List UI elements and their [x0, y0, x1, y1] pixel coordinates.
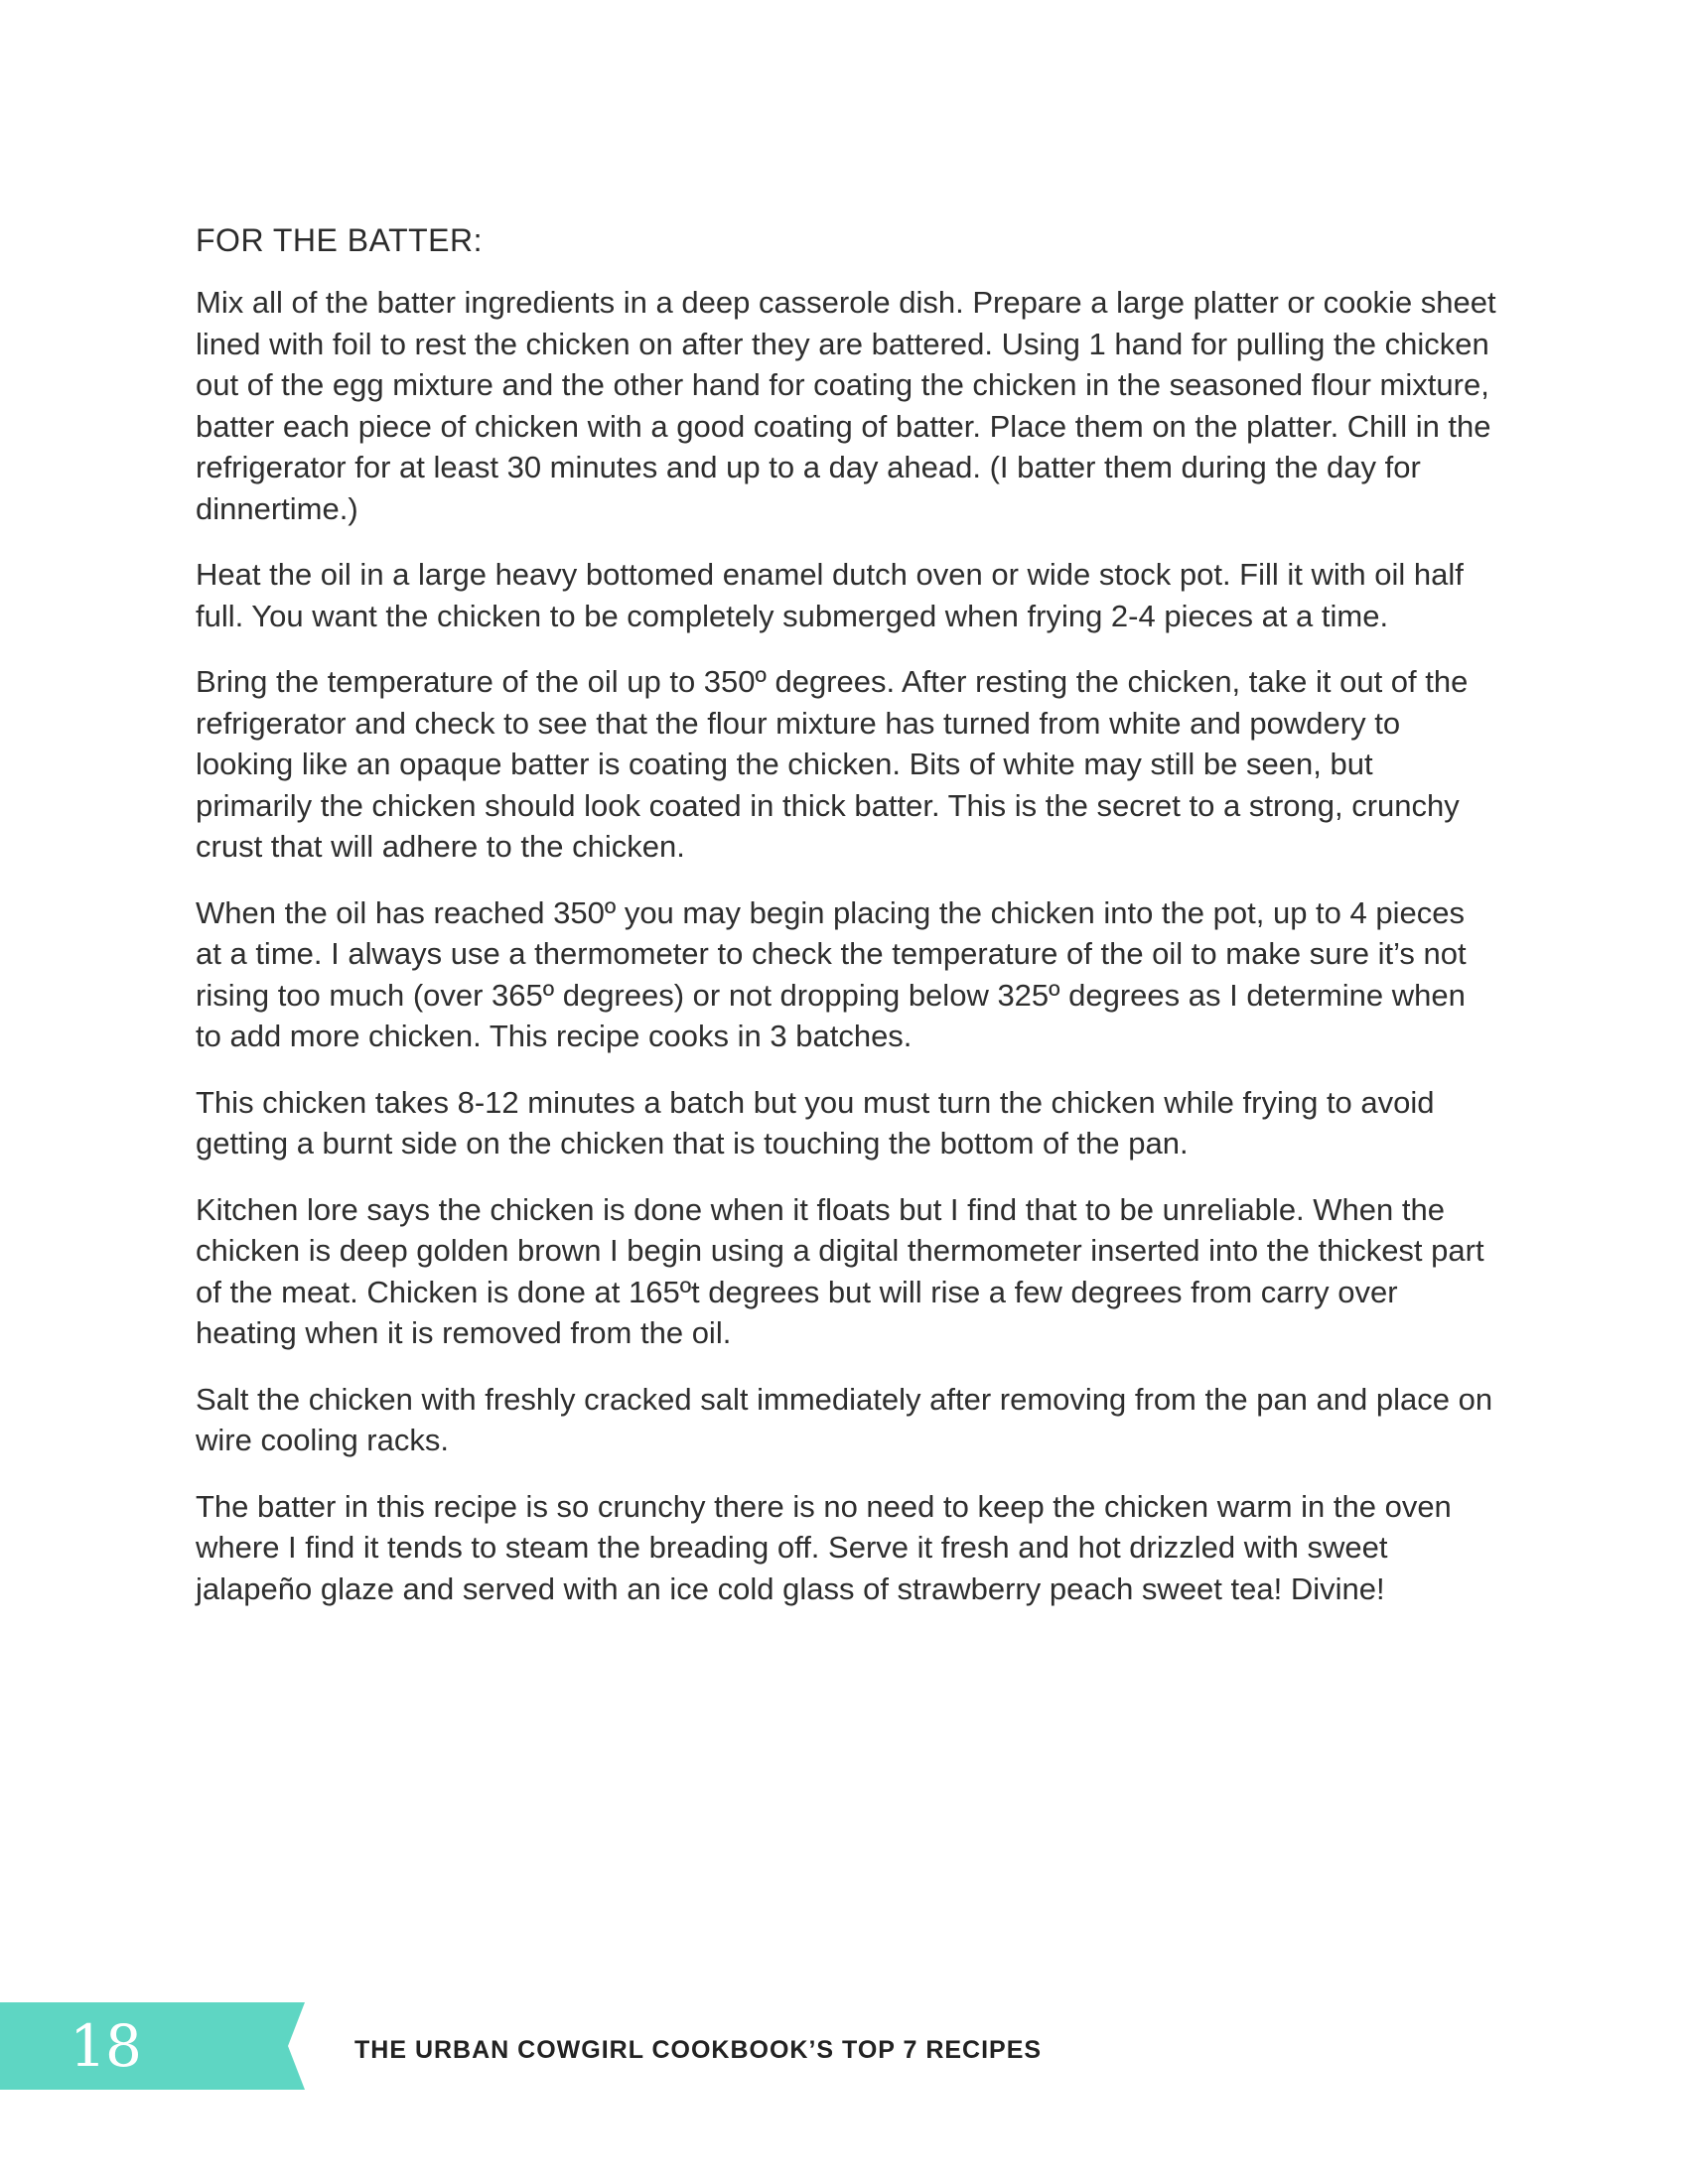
- instruction-paragraph-heat-oil: Heat the oil in a large heavy bottomed enamel dutch oven or wide stock pot. Fill it with oil half full. You want the chicken to be completely submerged when frying 2-4 pieces at a time.: [196, 557, 1464, 633]
- page-number: 18: [70, 2012, 141, 2080]
- section-heading: FOR THE BATTER:: [196, 222, 483, 258]
- instruction-paragraph-batter: Mix all of the batter ingredients in a deep casserole dish. Prepare a large platter or cookie sheet lined with foil to rest the chicken on after they are battered. Using 1 hand for pulling the chicken out of the egg mixture and the other hand for coating the chicken in the seasoned flour mixture, batter each piece of chicken with a good coating of batter. Place them on the platter. Chill in the refrigerator for at least 30 minutes and up to a day ahead. (I batter them during the day for dinnertime.): [196, 285, 1496, 526]
- instruction-paragraph-frying: When the oil has reached 350º you may begin placing the chicken into the pot, up to 4 pieces at a time. I always use a thermometer to check the temperature of the oil to make sure it’s not rising too much (over 365º degrees) or not dropping below 325º degrees as I determine when to add more chicken. This recipe cooks in 3 batches.: [196, 894, 1467, 1053]
- instruction-paragraph-timing: This chicken takes 8-12 minutes a batch but you must turn the chicken while frying to avoid getting a burnt side on the chicken that is touching the bottom of the pan.: [196, 1084, 1435, 1160]
- instruction-paragraph-doneness: Kitchen lore says the chicken is done when it floats but I find that to be unreliable. When the chicken is deep golden brown I begin using a digital thermometer inserted into the thickest part of the meat. Chicken is done at 165ºt degrees but will rise a few degrees from carry over heating when it is removed from the oil.: [196, 1191, 1484, 1350]
- recipe-body: [196, 220, 1496, 1634]
- footer-book-title: THE URBAN COWGIRL COOKBOOK’S TOP 7 RECIPES: [354, 2036, 1043, 2064]
- instruction-paragraph-serving: The batter in this recipe is so crunchy there is no need to keep the chicken warm in the oven where I find it tends to steam the breading off. Serve it fresh and hot drizzled with sweet jalapeño glaze and served with an ice cold glass of strawberry peach sweet tea! Divine!: [196, 1488, 1452, 1606]
- instruction-paragraph-temperature: Bring the temperature of the oil up to 350º degrees. After resting the chicken, take it out of the refrigerator and check to see that the flour mixture has turned from white and powdery to looking like an opaque batter is coating the chicken. Bits of white may still be seen, but primarily the chicken should look coated in thick batter. This is the secret to a strong, crunchy crust that will adhere to the chicken.: [196, 664, 1469, 864]
- instruction-paragraph-salting: Salt the chicken with freshly cracked salt immediately after removing from the pan and place on wire cooling racks.: [196, 1381, 1493, 1457]
